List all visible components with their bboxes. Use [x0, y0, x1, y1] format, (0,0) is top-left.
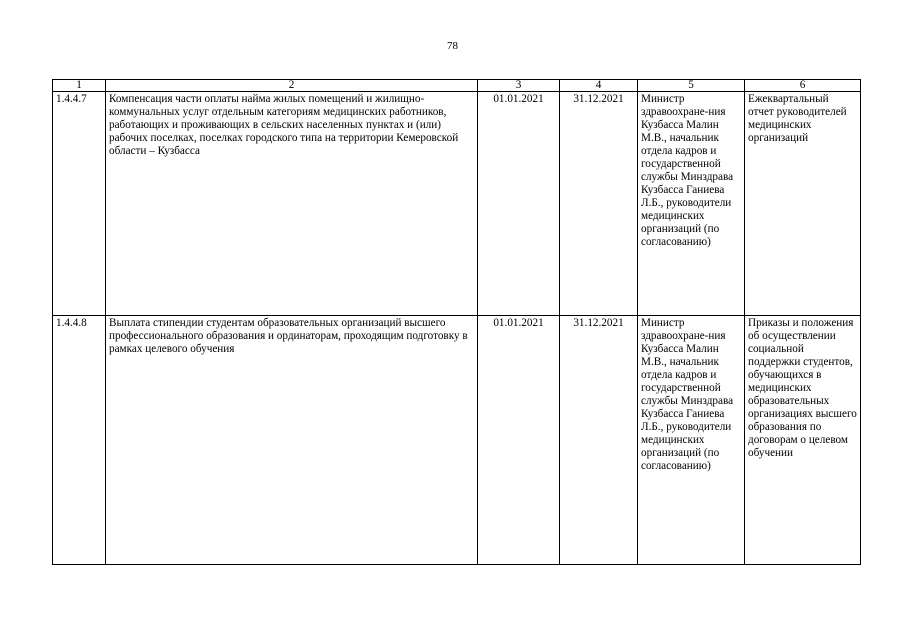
responsible-persons: Министр здравоохране-ния Кузбасса Малин М.В., начальник отдела кадров и государственной службы Минздрава Кузбасса Ганиева Л.Б., руководители медицинских организаций (по согласованию): [638, 92, 745, 316]
column-header: 1: [53, 80, 106, 92]
end-date: 31.12.2021: [560, 92, 638, 316]
expected-result: Ежеквартальный отчет руководителей медицинских организаций: [745, 92, 861, 316]
activity-table: [52, 79, 861, 565]
column-header: 6: [745, 80, 861, 92]
column-header: 2: [106, 80, 478, 92]
start-date: 01.01.2021: [478, 316, 560, 565]
column-header: 5: [638, 80, 745, 92]
item-description: Компенсация части оплаты найма жилых помещений и жилищно-коммунальных услуг отдельным категориям медицинских работников, работающих и проживающих в сельских населенных пунктах и (или) рабочих поселках, поселках городского типа на территории Кемеровской области – Кузбасса: [106, 92, 478, 316]
column-header: 4: [560, 80, 638, 92]
responsible-persons: Министр здравоохране-ния Кузбасса Малин М.В., начальник отдела кадров и государственной службы Минздрава Кузбасса Ганиева Л.Б., руководители медицинских организаций (по согласованию): [638, 316, 745, 565]
item-number: 1.4.4.7: [53, 92, 106, 316]
start-date: 01.01.2021: [478, 92, 560, 316]
item-description: Выплата стипендии студентам образовательных организаций высшего профессионального образования и ординаторам, проходящим подготовку в рамках целевого обучения: [106, 316, 478, 565]
column-header: 3: [478, 80, 560, 92]
item-number: 1.4.4.8: [53, 316, 106, 565]
table-row: [53, 92, 861, 316]
page-number: 78: [447, 40, 458, 52]
expected-result: Приказы и положения об осуществлении социальной поддержки студентов, обучающихся в медицинских образовательных организациях высшего образования по договорам о целевом обучении: [745, 316, 861, 565]
end-date: 31.12.2021: [560, 316, 638, 565]
table-header-row: [53, 80, 861, 92]
table-row: [53, 316, 861, 565]
